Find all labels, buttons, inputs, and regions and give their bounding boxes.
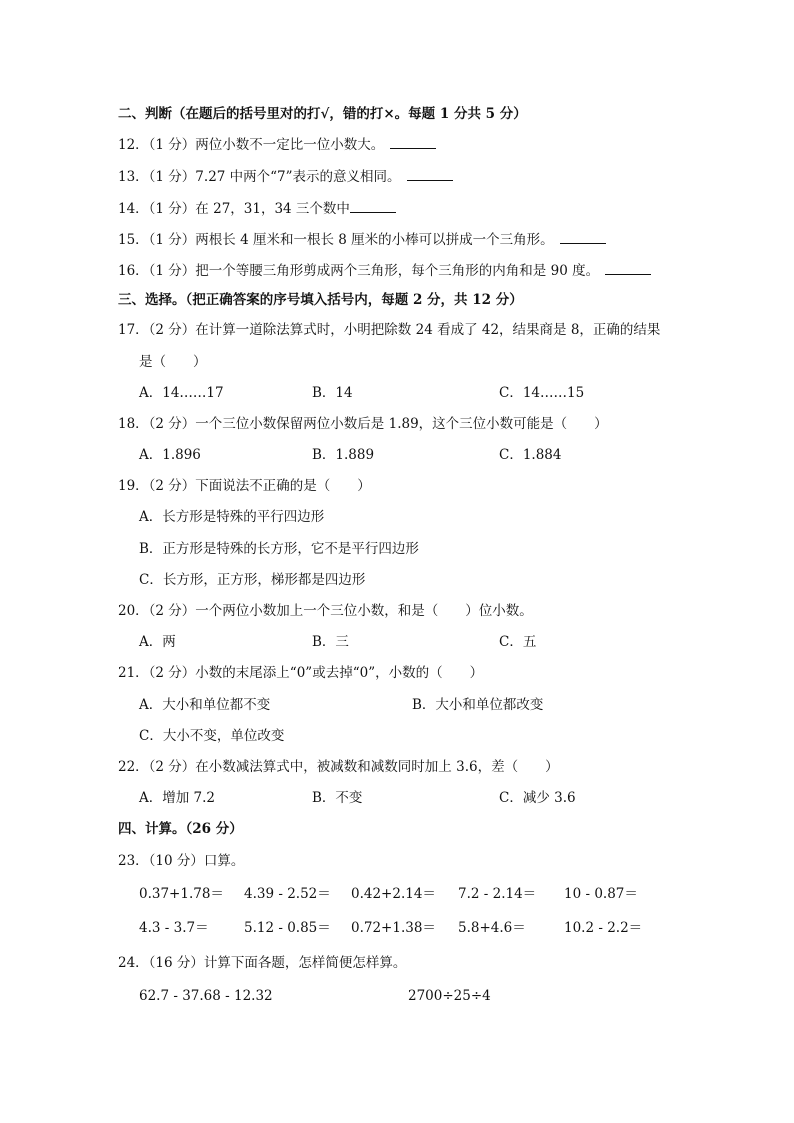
- q17-option-b[interactable]: B．14: [312, 385, 353, 401]
- question-13-text: 13．（1 分）7.27 中两个“7”表示的意义相同。: [118, 169, 401, 185]
- question-16-text: 16．（1 分）把一个等腰三角形剪成两个三角形，每个三角形的内角和是 90 度。: [118, 263, 600, 279]
- q18-option-c[interactable]: C．1.884: [499, 447, 562, 463]
- question-21: 21．（2 分）小数的末尾添上“0”或去掉“0”，小数的（ ）: [118, 665, 484, 681]
- mental-calc-item: 4.3 - 3.7＝: [139, 920, 209, 936]
- answer-blank-13[interactable]: [407, 166, 453, 181]
- q18-option-a[interactable]: A．1.896: [139, 447, 201, 463]
- q21-option-c[interactable]: C．大小不变，单位改变: [139, 728, 285, 744]
- question-20: 20．（2 分）一个两位小数加上一个三位小数，和是（ ）位小数。: [118, 603, 533, 619]
- question-15-text: 15．（1 分）两根长 4 厘米和一根长 8 厘米的小棒可以拼成一个三角形。: [118, 232, 554, 248]
- q17-option-a[interactable]: A．14……17: [139, 385, 224, 401]
- mental-calc-item: 0.72+1.38＝: [351, 920, 436, 936]
- mental-calc-item: 7.2 - 2.14＝: [458, 886, 537, 902]
- question-14: [118, 198, 396, 219]
- mental-calc-item: 4.39 - 2.52＝: [244, 886, 331, 902]
- calc-problem: 2700÷25÷4: [408, 988, 491, 1004]
- question-17-line2: 是（ ）: [139, 354, 207, 370]
- question-16: [118, 260, 651, 281]
- section2-heading: 二、判断（在题后的括号里对的打√，错的打×。每题 1 分共 5 分）: [118, 106, 527, 122]
- mental-calc-item: 10.2 - 2.2＝: [564, 920, 643, 936]
- question-18: 18．（2 分）一个三位小数保留两位小数后是 1.89，这个三位小数可能是（ ）: [118, 416, 608, 432]
- section4-heading: 四、计算。（26 分）: [118, 821, 243, 837]
- question-12-text: 12．（1 分）两位小数不一定比一位小数大。: [118, 137, 385, 153]
- answer-blank-15[interactable]: [560, 229, 606, 244]
- calc-problem: 62.7 - 37.68 - 12.32: [139, 988, 273, 1004]
- mental-calc-item: 10 - 0.87＝: [564, 886, 638, 902]
- q20-option-a[interactable]: A．两: [139, 634, 176, 650]
- mental-calc-item: 0.42+2.14＝: [351, 886, 436, 902]
- answer-blank-16[interactable]: [605, 260, 651, 275]
- question-12: [118, 134, 436, 155]
- q17-option-c[interactable]: C．14……15: [499, 385, 585, 401]
- answer-blank-14[interactable]: [350, 198, 396, 213]
- question-15: [118, 229, 606, 250]
- question-13: [118, 166, 453, 187]
- q20-option-c[interactable]: C．五: [499, 634, 537, 650]
- q19-option-a[interactable]: A．长方形是特殊的平行四边形: [139, 509, 325, 525]
- question-19: 19．（2 分）下面说法不正确的是（ ）: [118, 478, 371, 494]
- question-17-line1: 17．（2 分）在计算一道除法算式时，小明把除数 24 看成了 42，结果商是 8，正确的结果: [118, 322, 661, 338]
- q20-option-b[interactable]: B．三: [312, 634, 349, 650]
- q21-option-a[interactable]: A．大小和单位都不变: [139, 697, 271, 713]
- mental-calc-item: 0.37+1.78＝: [139, 886, 224, 902]
- mental-calc-item: 5.8+4.6＝: [458, 920, 526, 936]
- q19-option-b[interactable]: B．正方形是特殊的长方形，它不是平行四边形: [139, 541, 419, 557]
- q18-option-b[interactable]: B．1.889: [312, 447, 375, 463]
- q19-option-c[interactable]: C．长方形，正方形，梯形都是四边形: [139, 572, 366, 588]
- question-22: 22．（2 分）在小数减法算式中，被减数和减数同时加上 3.6，差（ ）: [118, 759, 559, 775]
- mental-calc-item: 5.12 - 0.85＝: [244, 920, 331, 936]
- section3-heading: 三、选择。（把正确答案的序号填入括号内，每题 2 分，共 12 分）: [118, 292, 523, 308]
- q22-option-a[interactable]: A．增加 7.2: [139, 790, 216, 806]
- question-23: 23．（10 分）口算。: [118, 853, 245, 869]
- q22-option-b[interactable]: B．不变: [312, 790, 363, 806]
- question-14-text: 14．（1 分）在 27，31，34 三个数中: [118, 201, 350, 217]
- question-24: 24．（16 分）计算下面各题，怎样简便怎样算。: [118, 955, 407, 971]
- q21-option-b[interactable]: B．大小和单位都改变: [412, 697, 544, 713]
- answer-blank-12[interactable]: [390, 134, 436, 149]
- q22-option-c[interactable]: C．减少 3.6: [499, 790, 576, 806]
